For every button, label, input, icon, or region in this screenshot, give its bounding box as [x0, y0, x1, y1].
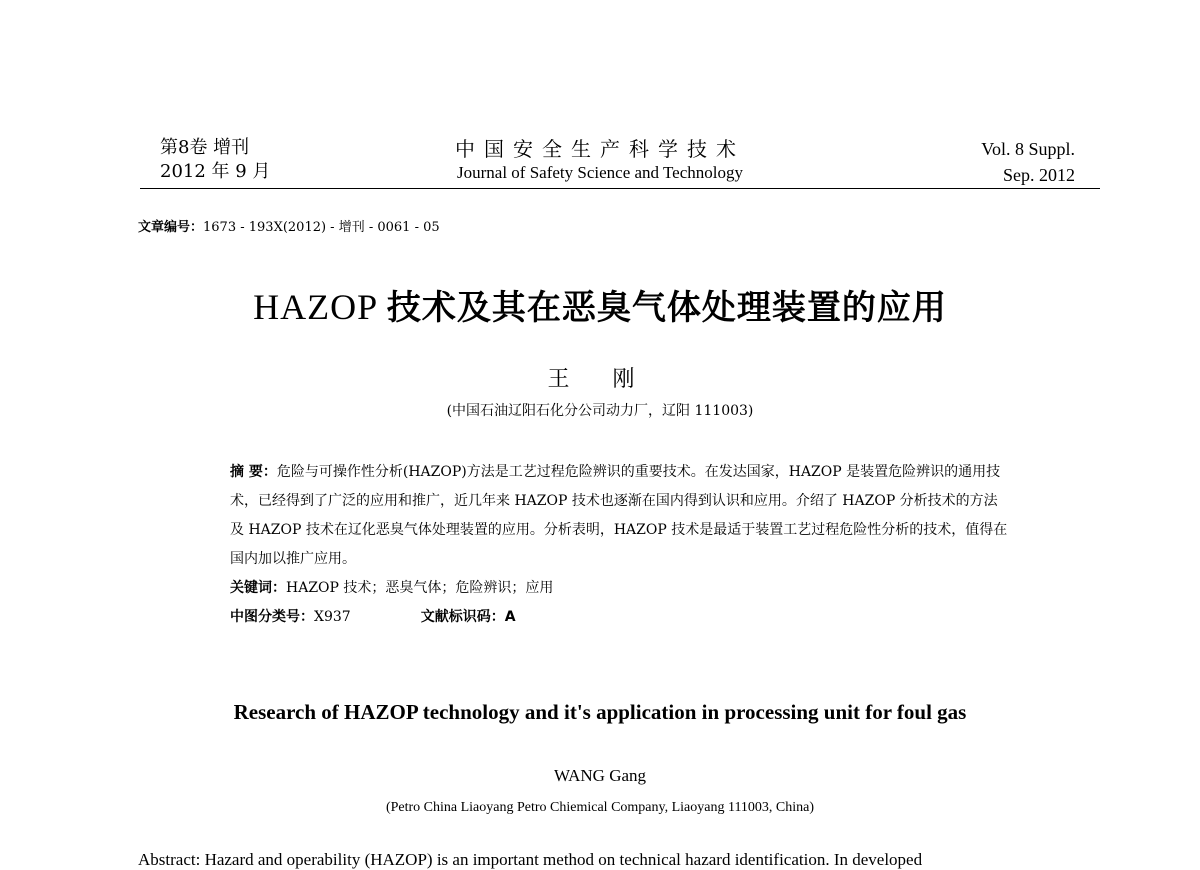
clc-label: 中图分类号：: [230, 609, 314, 625]
paper-title-main: 技术及其在恶臭气体处理装置的应用: [386, 288, 947, 328]
article-number-label: 文章编号：: [138, 220, 204, 235]
abstract-label: 摘 要：: [230, 464, 277, 480]
keywords-value: HAZOP 技术；恶臭气体；危险辨识；应用: [286, 580, 554, 596]
classification-line: [230, 603, 1010, 632]
paper-title-prefix: HAZOP: [253, 287, 387, 327]
header-volume-date-en: [981, 136, 1075, 188]
header-date-cn: 2012 年 9 月: [160, 161, 271, 182]
header-volume-en: Vol. 8 Suppl.: [981, 139, 1075, 159]
article-number: [138, 216, 440, 235]
abstract-block-cn: [230, 458, 1010, 632]
keywords-line: [230, 574, 1010, 603]
affiliation-cn: (中国石油辽阳石化分公司动力厂，辽阳 111003): [446, 403, 754, 419]
author-en: WANG Gang: [553, 766, 647, 785]
header-rule: [140, 188, 1100, 189]
author-cn: 王 刚: [547, 367, 653, 392]
journal-name-en: Journal of Safety Science and Technology: [457, 163, 743, 182]
abstract-cn: [230, 458, 1010, 574]
journal-name-cn: 中国安全生产科学技术: [455, 137, 745, 161]
clc-value: X937: [314, 609, 351, 625]
abstract-en-start: Abstract: Hazard and operability (HAZOP) is an important method on technical hazard identification. In developed: [138, 850, 923, 869]
paper-title-en: Research of HAZOP technology and it's application in processing unit for foul gas: [233, 700, 967, 724]
doc-code-value: A: [504, 609, 516, 625]
paper-title-cn: [0, 280, 1200, 329]
abstract-text: 危险与可操作性分析(HAZOP)方法是工艺过程危险辨识的重要技术。在发达国家，HAZOP 是装置危险辨识的通用技术，已经得到了广泛的应用和推广，近几年来 HAZOP 技术也逐渐在国内得到认识和应用。介绍了 HAZOP 分析技术的方法及 HAZOP 技术在辽化恶臭气体处理装置的应用。分析表明，HAZOP 技术是最适于装置工艺过程危险性分析的技术，值得在国内加以推广应用。: [230, 464, 1008, 567]
keywords-label: 关键词：: [230, 580, 286, 596]
affiliation-en: (Petro China Liaoyang Petro Chiemical Company, Liaoyang 111003, China): [385, 800, 815, 815]
article-number-value: 1673 - 193X(2012) - 增刊 - 0061 - 05: [203, 220, 440, 235]
header-volume-cn: 第8卷 增刊: [160, 137, 250, 158]
doc-code-label: 文献标识码：: [420, 609, 505, 625]
header-date-en: Sep. 2012: [1003, 165, 1075, 185]
